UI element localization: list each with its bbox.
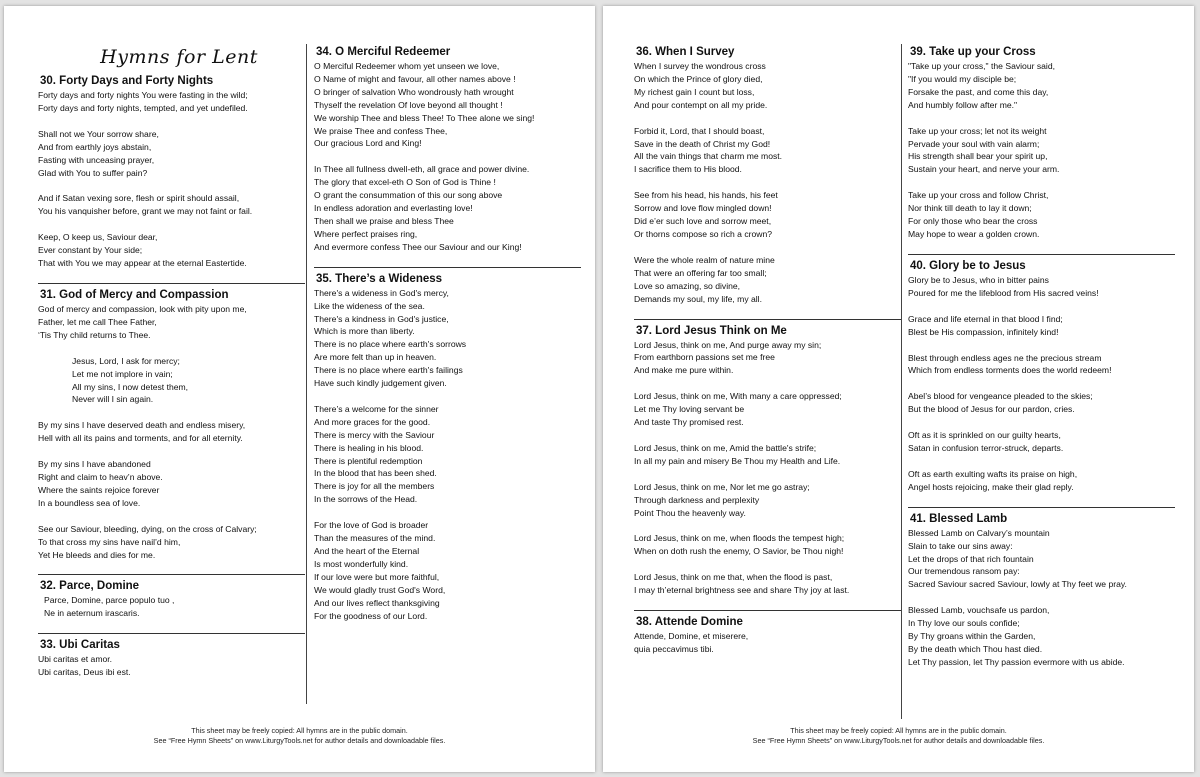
lyric-line: The glory that excel-eth O Son of God is Thine ! bbox=[314, 177, 496, 188]
lyric-line: And more graces for the good. bbox=[314, 416, 431, 427]
verse bbox=[908, 125, 1175, 177]
hymn-36 bbox=[634, 44, 901, 306]
lyric-line: And our lives reflect thanksgiving bbox=[314, 597, 440, 608]
verse bbox=[634, 254, 901, 306]
lyric-line: Lord Jesus, think on me, when floods the tempest high; bbox=[634, 533, 845, 544]
lyric-line: In Thy love our souls confide; bbox=[908, 618, 1020, 629]
lyric-line: From earthborn passions set me free bbox=[634, 352, 775, 363]
hymn-title: 38. Attende Domine bbox=[636, 616, 743, 629]
lyric-line: Which from endless torments does the world redeem! bbox=[908, 365, 1112, 376]
verse bbox=[634, 125, 901, 177]
lyric-line: There is plentiful redemption bbox=[314, 455, 423, 466]
lyric-line: Take up your cross; let not its weight bbox=[908, 125, 1047, 136]
lyric-line: For only those who bear the cross bbox=[908, 216, 1038, 227]
lyric-line: There is joy for all the members bbox=[314, 481, 435, 492]
lyric-line: Ever constant by Your side; bbox=[38, 245, 143, 256]
column-2 bbox=[314, 44, 581, 635]
verse bbox=[38, 594, 305, 620]
verse bbox=[908, 189, 1175, 241]
verse bbox=[314, 60, 581, 150]
lyric-line: In Thee all fullness dwell-eth, all grace and power divine. bbox=[314, 164, 530, 175]
lyric-line: There's a kindness in God's justice, bbox=[314, 313, 449, 324]
footer-line-1: This sheet may be freely copied: All hymns are in the public domain. bbox=[790, 726, 1007, 735]
lyric-line: Blest through endless ages ne the precious stream bbox=[908, 352, 1102, 363]
verse bbox=[634, 532, 901, 558]
lyric-line: There is no place where earth's sorrows bbox=[314, 339, 467, 350]
footer-line-1: This sheet may be freely copied: All hymns are in the public domain. bbox=[191, 726, 408, 735]
lyric-line: Demands my soul, my life, my all. bbox=[634, 293, 762, 304]
lyric-line: Ubi caritas, Deus ibi est. bbox=[38, 667, 131, 678]
right-page bbox=[603, 6, 1194, 772]
lyric-line: His strength shall bear your spirit up, bbox=[908, 151, 1048, 162]
footer-line-2: See “Free Hymn Sheets” on www.LiturgyTools.net for author details and downloadable files. bbox=[752, 735, 1045, 745]
lyric-line: Or thorns compose so rich a crown? bbox=[634, 228, 773, 239]
lyric-line: ‘Tis Thy child returns to Thee. bbox=[38, 329, 151, 340]
hymn-39 bbox=[908, 44, 1175, 241]
lyric-line: That were an offering far too small; bbox=[634, 267, 767, 278]
hymn-41 bbox=[908, 507, 1175, 669]
lyric-line: Shall not we Your sorrow share, bbox=[38, 128, 159, 139]
lyric-line: Oft as earth exulting wafts its praise on high, bbox=[908, 468, 1078, 479]
lyric-line: And make me pure within. bbox=[634, 365, 734, 376]
lyric-line: Blessed Lamb on Calvary’s mountain bbox=[908, 527, 1050, 538]
verse bbox=[908, 527, 1175, 592]
verse bbox=[314, 519, 581, 622]
verse bbox=[634, 571, 901, 597]
lyric-line: We praise Thee and confess Thee, bbox=[314, 125, 448, 136]
hymn-title: 33. Ubi Caritas bbox=[40, 639, 120, 652]
lyric-line: Ne in aeternum irascaris. bbox=[44, 608, 140, 619]
lyric-line: Sorrow and love flow mingled down! bbox=[634, 203, 772, 214]
hymn-title: 34. O Merciful Redeemer bbox=[316, 46, 451, 58]
lyric-line: There is no place where earth's failings bbox=[314, 365, 463, 376]
verse bbox=[38, 89, 305, 115]
lyric-line: By my sins I have abandoned bbox=[38, 459, 151, 470]
lyric-line: We would gladly trust God's Word, bbox=[314, 584, 446, 595]
document-title: Hymns for Lent bbox=[100, 46, 258, 68]
lyric-line: When on doth rush the enemy, O Savior, be Thou nigh! bbox=[634, 546, 844, 557]
hymn-37 bbox=[634, 319, 901, 598]
lyric-line: God of mercy and compassion, look with pity upon me, bbox=[38, 303, 247, 314]
lyric-line: Angel hosts rejoicing, make their glad reply. bbox=[908, 481, 1074, 492]
lyric-line: Slain to take our sins away: bbox=[908, 540, 1013, 551]
lyric-line: Sustain your heart, and nerve your arm. bbox=[908, 164, 1060, 175]
lyric-line: And the heart of the Eternal bbox=[314, 546, 420, 556]
lyric-line: Through darkness and perplexity bbox=[634, 494, 760, 505]
hymn-33 bbox=[38, 633, 305, 679]
verse bbox=[634, 189, 901, 241]
hymn-title: 35. There’s a Wideness bbox=[316, 272, 443, 285]
lyric-line: Satan in confusion terror-struck, departs. bbox=[908, 443, 1064, 454]
verse bbox=[38, 523, 305, 562]
hymn-title: 41. Blessed Lamb bbox=[910, 512, 1008, 525]
footer bbox=[603, 726, 1194, 745]
lyric-line: Save in the death of Christ my God! bbox=[634, 138, 771, 149]
hymn-title: 30. Forty Days and Forty Nights bbox=[40, 75, 214, 87]
lyric-line: Were the whole realm of nature mine bbox=[634, 254, 775, 265]
verse bbox=[314, 403, 581, 506]
verse bbox=[908, 313, 1175, 339]
verse bbox=[38, 231, 305, 270]
lyric-line: Ubi caritas et amor. bbox=[38, 654, 113, 665]
lyric-line: Let the drops of that rich fountain bbox=[908, 553, 1034, 564]
hymn-38 bbox=[634, 610, 901, 656]
lyric-line: Forbid it, Lord, that I should boast, bbox=[634, 125, 765, 136]
hymn-title: 39. Take up your Cross bbox=[910, 46, 1036, 58]
hymn-34 bbox=[314, 44, 581, 254]
lyric-line: Forty days and forty nights, tempted, and yet undefiled. bbox=[38, 102, 248, 113]
lyric-line: By the death which Thou hast died. bbox=[908, 644, 1043, 654]
lyric-line: Is most wonderfully kind. bbox=[314, 558, 409, 569]
column-1 bbox=[38, 73, 305, 692]
lyric-line: For the love of God is broader bbox=[314, 520, 429, 531]
lyric-line: You his vanquisher before, grant we may not faint or fail. bbox=[38, 206, 253, 217]
lyric-line: Like the wideness of the sea. bbox=[314, 300, 425, 311]
lyric-line: And if Satan vexing sore, flesh or spirit should assail, bbox=[38, 193, 240, 204]
column-divider bbox=[306, 44, 307, 704]
lyric-line: Pervade your soul with vain alarm; bbox=[908, 138, 1040, 149]
verse bbox=[38, 419, 305, 445]
lyric-line: See from his head, his hands, his feet bbox=[634, 190, 778, 201]
verse bbox=[908, 60, 1175, 112]
column-3 bbox=[634, 44, 901, 669]
hymn-35 bbox=[314, 267, 581, 623]
lyric-line: Blessed Lamb, vouchsafe us pardon, bbox=[908, 605, 1050, 616]
lyric-line: Glory be to Jesus, who in bitter pains bbox=[908, 274, 1049, 285]
lyric-line: Then shall we praise and bless Thee bbox=[314, 215, 454, 226]
verse bbox=[908, 604, 1175, 669]
lyric-line: We worship Thee and bless Thee! To Thee alone we sing! bbox=[314, 112, 535, 123]
lyric-line: There’s a welcome for the sinner bbox=[314, 403, 439, 414]
lyric-line: Glad with You to suffer pain? bbox=[38, 167, 148, 178]
verse bbox=[38, 192, 305, 218]
left-page bbox=[4, 6, 595, 772]
lyric-line: Let me Thy loving servant be bbox=[634, 404, 745, 415]
hymn-40 bbox=[908, 254, 1175, 494]
lyric-line: "If you would my disciple be; bbox=[908, 73, 1017, 84]
lyric-line: Oft as it is sprinkled on our guilty hearts, bbox=[908, 430, 1061, 441]
lyric-line: Nor think till death to lay it down; bbox=[908, 203, 1032, 214]
lyric-line: May hope to wear a golden crown. bbox=[908, 228, 1040, 239]
lyric-line: Where the saints rejoice forever bbox=[38, 484, 160, 495]
column-divider bbox=[901, 44, 902, 719]
lyric-line: Love so amazing, so divine, bbox=[634, 280, 741, 291]
lyric-line: Are more felt than up in heaven. bbox=[314, 352, 437, 363]
lyric-line: Father, let me call Thee Father, bbox=[38, 316, 157, 327]
lyric-line: O Merciful Redeemer whom yet unseen we love, bbox=[314, 61, 500, 71]
lyric-line: O bringer of salvation Who wondrously hath wrought bbox=[314, 86, 514, 97]
verse bbox=[634, 630, 901, 656]
verse bbox=[314, 163, 581, 253]
lyric-line: Yet He bleeds and dies for me. bbox=[38, 549, 156, 560]
verse bbox=[908, 390, 1175, 416]
lyric-line: Right and claim to heav’n above. bbox=[38, 472, 163, 483]
lyric-line: If our love were but more faithful, bbox=[314, 571, 440, 582]
lyric-line: There is mercy with the Saviour bbox=[314, 429, 435, 440]
lyric-line: By Thy groans within the Garden, bbox=[908, 631, 1036, 642]
verse bbox=[38, 355, 305, 407]
hymn-31 bbox=[38, 283, 305, 562]
lyric-line: Take up your cross and follow Christ, bbox=[908, 190, 1049, 201]
lyric-line: All the vain things that charm me most. bbox=[634, 151, 783, 162]
verse bbox=[38, 303, 305, 342]
lyric-line: Poured for me the lifeblood from His sacred veins! bbox=[908, 287, 1099, 298]
lyric-line: Attende, Domine, et miserere, bbox=[634, 631, 749, 642]
lyric-line: When I survey the wondrous cross bbox=[634, 61, 766, 71]
lyric-line: To that cross my sins have nail’d him, bbox=[38, 536, 181, 547]
lyric-line: Fasting with unceasing prayer, bbox=[38, 154, 155, 165]
lyric-line: Lord Jesus, think on me that, when the flood is past, bbox=[634, 572, 833, 583]
lyric-line: And evermore confess Thee our Saviour and our King! bbox=[314, 241, 522, 252]
lyric-line: And pour contempt on all my pride. bbox=[634, 99, 768, 110]
lyric-line: For the goodness of our Lord. bbox=[314, 610, 428, 621]
hymn-30 bbox=[38, 73, 305, 270]
hymn-title: 40. Glory be to Jesus bbox=[910, 259, 1026, 272]
lyric-line: In a boundless sea of love. bbox=[38, 497, 141, 508]
lyric-line: Where perfect praises ring, bbox=[314, 228, 418, 239]
verse bbox=[38, 458, 305, 510]
lyric-line: In endless adoration and everlasting love! bbox=[314, 203, 473, 214]
verse bbox=[634, 442, 901, 468]
lyric-line: Let me not implore in vain; bbox=[72, 368, 173, 379]
lyric-line: Did e’er such love and sorrow meet, bbox=[634, 216, 772, 227]
lyric-line: I may th’eternal brightness see and share Thy joy at last. bbox=[634, 585, 850, 596]
lyric-line: And humbly follow after me." bbox=[908, 99, 1018, 110]
lyric-line: See our Saviour, bleeding, dying, on the cross of Calvary; bbox=[38, 523, 257, 534]
lyric-line: In the sorrows of the Head. bbox=[314, 494, 418, 505]
footer-line-2: See “Free Hymn Sheets” on www.LiturgyTools.net for author details and downloadable files. bbox=[153, 735, 446, 745]
verse bbox=[908, 352, 1175, 378]
lyric-line: "Take up your cross," the Saviour said, bbox=[908, 61, 1056, 71]
lyric-line: In all my pain and misery Be Thou my Health and Life. bbox=[634, 455, 841, 466]
lyric-line: O grant the consummation of this our song above bbox=[314, 190, 503, 201]
verse bbox=[314, 287, 581, 390]
verse bbox=[634, 339, 901, 378]
lyric-line: Hell with all its pains and torments, and for all eternity. bbox=[38, 433, 243, 444]
lyric-line: Thyself the revelation Of love beyond all thought ! bbox=[314, 99, 503, 110]
lyric-line: And from earthly joys abstain, bbox=[38, 141, 152, 152]
lyric-line: Keep, O keep us, Saviour dear, bbox=[38, 232, 158, 243]
lyric-line: Point Thou the heavenly way. bbox=[634, 507, 746, 518]
lyric-line: Never will I sin again. bbox=[72, 394, 154, 405]
lyric-line: Lord Jesus, think on me, With many a care oppressed; bbox=[634, 391, 842, 402]
verse bbox=[908, 468, 1175, 494]
lyric-line: In the blood that has been shed. bbox=[314, 468, 437, 479]
hymn-32 bbox=[38, 574, 305, 620]
hymn-title: 31. God of Mercy and Compassion bbox=[40, 288, 229, 301]
lyric-line: Our gracious Lord and King! bbox=[314, 138, 422, 149]
verse bbox=[908, 429, 1175, 455]
lyric-line: All my sins, I now detest them, bbox=[72, 381, 189, 392]
footer bbox=[4, 726, 595, 745]
lyric-line: Parce, Domine, parce populo tuo , bbox=[44, 595, 175, 606]
lyric-line: Lord Jesus, think on me, Amid the battle's strife; bbox=[634, 442, 817, 453]
lyric-line: Than the measures of the mind. bbox=[314, 533, 436, 544]
lyric-line: Our tremendous ransom pay: bbox=[908, 566, 1020, 577]
lyric-line: Jesus, Lord, I ask for mercy; bbox=[72, 355, 180, 366]
lyric-line: Forty days and forty nights You were fasting in the wild; bbox=[38, 90, 248, 100]
verse bbox=[38, 128, 305, 180]
column-4 bbox=[908, 44, 1175, 682]
lyric-line: But the blood of Jesus for our pardon, cries. bbox=[908, 404, 1075, 415]
lyric-line: Forsake the past, and come this day, bbox=[908, 86, 1049, 97]
lyric-line: I sacrifice them to His blood. bbox=[634, 164, 742, 175]
lyric-line: Let Thy passion, let Thy passion evermore with us abide. bbox=[908, 656, 1125, 667]
lyric-line: On which the Prince of glory died, bbox=[634, 73, 763, 84]
lyric-line: Have such kindly judgement given. bbox=[314, 378, 447, 389]
lyric-line: Grace and life eternal in that blood I find; bbox=[908, 313, 1063, 324]
verse bbox=[634, 60, 901, 112]
verse bbox=[908, 274, 1175, 300]
verse bbox=[38, 653, 305, 679]
lyric-line: Abel’s blood for vengeance pleaded to the skies; bbox=[908, 391, 1093, 402]
lyric-line: quia peccavimus tibi. bbox=[634, 644, 714, 654]
hymn-title: 36. When I Survey bbox=[636, 46, 735, 58]
verse bbox=[634, 390, 901, 429]
lyric-line: O Name of might and favour, all other names above ! bbox=[314, 73, 516, 84]
lyric-line: There is healing in his blood. bbox=[314, 442, 424, 453]
lyric-line: Blest be His compassion, infinitely kind! bbox=[908, 326, 1059, 337]
lyric-line: That with You we may appear at the eternal Eastertide. bbox=[38, 258, 247, 269]
verse bbox=[634, 481, 901, 520]
hymn-title: 32. Parce, Domine bbox=[40, 580, 140, 593]
lyric-line: Which is more than liberty. bbox=[314, 326, 415, 337]
lyric-line: Sacred Saviour sacred Saviour, lowly at Thy feet we pray. bbox=[908, 579, 1127, 590]
lyric-line: By my sins I have deserved death and endless misery, bbox=[38, 420, 246, 431]
lyric-line: Lord Jesus, think on me, Nor let me go astray; bbox=[634, 481, 810, 492]
lyric-line: My richest gain I count but loss, bbox=[634, 86, 755, 97]
lyric-line: Lord Jesus, think on me, And purge away my sin; bbox=[634, 339, 822, 350]
lyric-line: There's a wideness in God's mercy, bbox=[314, 287, 449, 298]
lyric-line: And taste Thy promised rest. bbox=[634, 417, 744, 428]
hymn-title: 37. Lord Jesus Think on Me bbox=[636, 324, 787, 337]
